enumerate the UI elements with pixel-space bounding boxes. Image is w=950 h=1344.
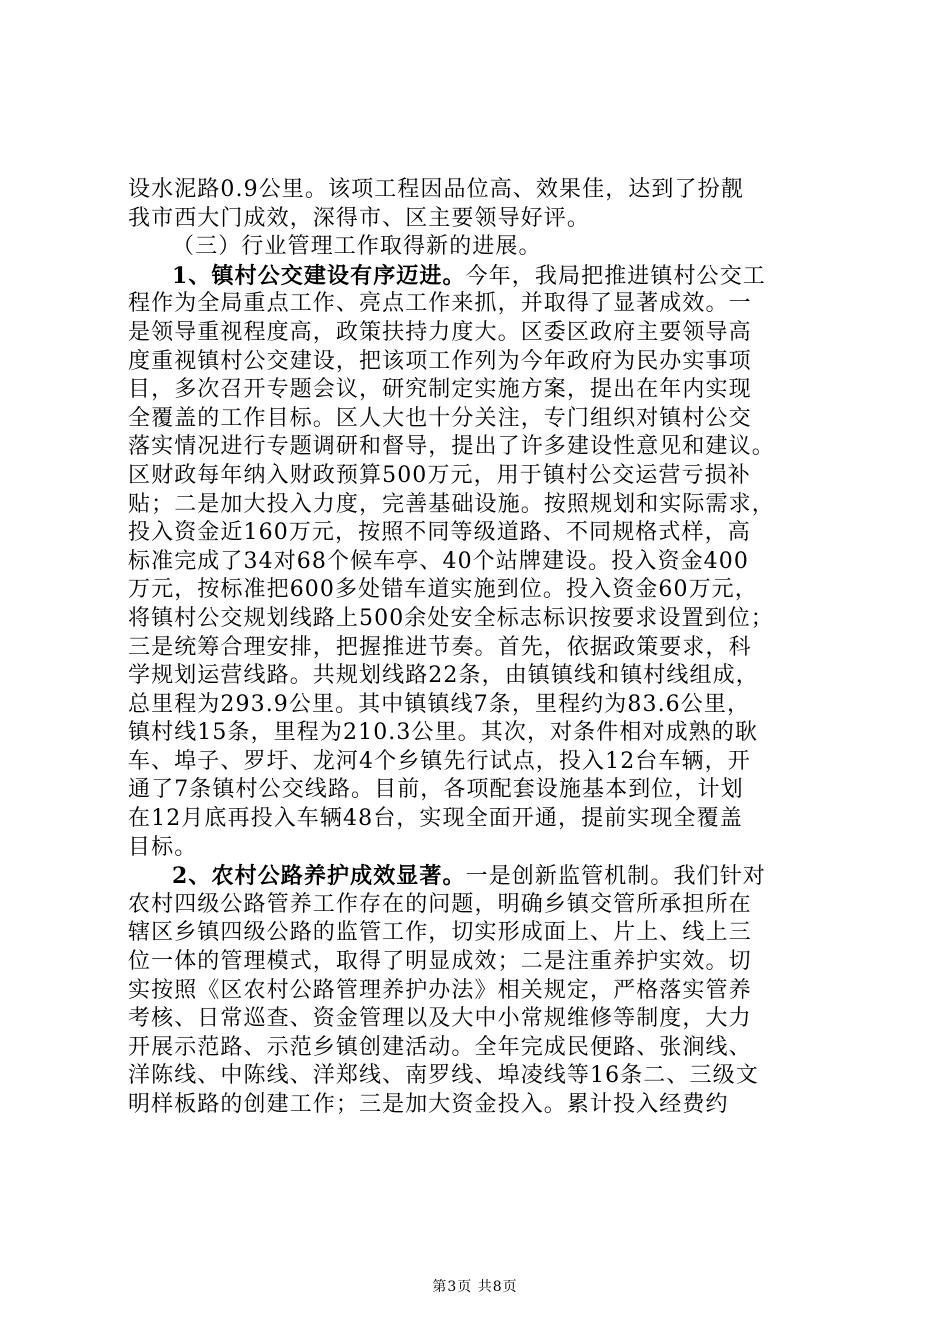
text-line: 洋陈线、中陈线、洋郑线、南罗线、埠凌线等16条二、三级文 (128, 1063, 759, 1089)
text-run: 今年，我局把推进镇村公交工 (465, 263, 766, 289)
text-line: 开展示范路、示范乡镇创建活动。全年完成民便路、张涧线、 (128, 1034, 752, 1060)
subsection-heading: 2、农村公路养护成效显著。 (172, 863, 466, 890)
page-footer: 第3页 共8页 (432, 1279, 518, 1295)
text-line: 位一体的管理模式，取得了明显成效；二是注重养护实效。切 (128, 949, 752, 975)
text-line: 贴；二是加大投入力度，完善基础设施。按照规划和实际需求， (128, 491, 775, 517)
text-line: 通了7条镇村公交线路。目前，各项配套设施基本到位，计划 (128, 777, 744, 803)
text-line (128, 262, 828, 291)
text-line: 农村四级公路管养工作存在的问题，明确乡镇交管所承担所在 (128, 891, 752, 917)
text-run: 一是创新监管机制。我们针对 (465, 864, 766, 890)
text-line: 全覆盖的工作目标。区人大也十分关注，专门组织对镇村公交 (128, 405, 752, 431)
text-line: 镇村线15条，里程为210.3公里。其次，对条件相对成熟的耿 (128, 720, 758, 746)
text-line: 落实情况进行专题调研和督导，提出了许多建设性意见和建议。 (128, 434, 775, 460)
text-line: 程作为全局重点工作、亮点工作来抓，并取得了显著成效。一 (128, 291, 752, 317)
text-line: 是领导重视程度高，政策扶持力度大。区委区政府主要领导高 (128, 319, 752, 345)
text-line: 区财政每年纳入财政预算500万元，用于镇村公交运营亏损补 (128, 462, 751, 488)
subsection-heading: 1、镇村公交建设有序迈进。 (172, 262, 466, 289)
text-line: 万元，按标准把600多处错车道实施到位。投入资金60万元， (128, 577, 758, 603)
body-text (128, 176, 828, 1120)
text-line: 辖区乡镇四级公路的监管工作，切实形成面上、片上、线上三 (128, 920, 752, 946)
text-line: 明样板路的创建工作；三是加大资金投入。累计投入经费约 (128, 1092, 729, 1117)
text-line: 总里程为293.9公里。其中镇镇线7条，里程约为83.6公里， (128, 691, 751, 717)
section-heading: （三）行业管理工作取得新的进展。 (172, 234, 542, 260)
text-line: 我市西大门成效，深得市、区主要领导好评。 (128, 205, 591, 231)
text-line: 目标。 (128, 834, 198, 860)
text-line: 标准完成了34对68个候车亭、40个站牌建设。投入资金400 (128, 548, 749, 574)
text-line: 将镇村公交规划线路上500余处安全标志标识按要求设置到位； (128, 605, 774, 631)
text-line: 学规划运营线路。共规划线路22条，由镇镇线和镇村线组成， (128, 663, 759, 689)
text-line: 考核、日常巡查、资金管理以及大中小常规维修等制度，大力 (128, 1006, 752, 1032)
text-line: 设水泥路0.9公里。该项工程因品位高、效果佳，达到了扮靓 (128, 177, 744, 202)
text-line: 车、埠子、罗圩、龙河4个乡镇先行试点，投入12台车辆，开 (128, 748, 751, 774)
text-line: 投入资金近160万元，按照不同等级道路、不同规格式样，高 (128, 520, 751, 546)
text-line: 实按照《区农村公路管理养护办法》相关规定，严格落实管养 (128, 977, 752, 1003)
text-line: 三是统筹合理安排，把握推进节奏。首先，依据政策要求，科 (128, 634, 752, 660)
text-line: 目，多次召开专题会议，研究制定实施方案，提出在年内实现 (128, 377, 752, 403)
text-line (128, 862, 828, 891)
text-line: 在12月底再投入车辆48台，实现全面开通，提前实现全覆盖 (128, 806, 743, 832)
text-line: 度重视镇村公交建设，把该项工作列为今年政府为民办实事项 (128, 348, 752, 374)
